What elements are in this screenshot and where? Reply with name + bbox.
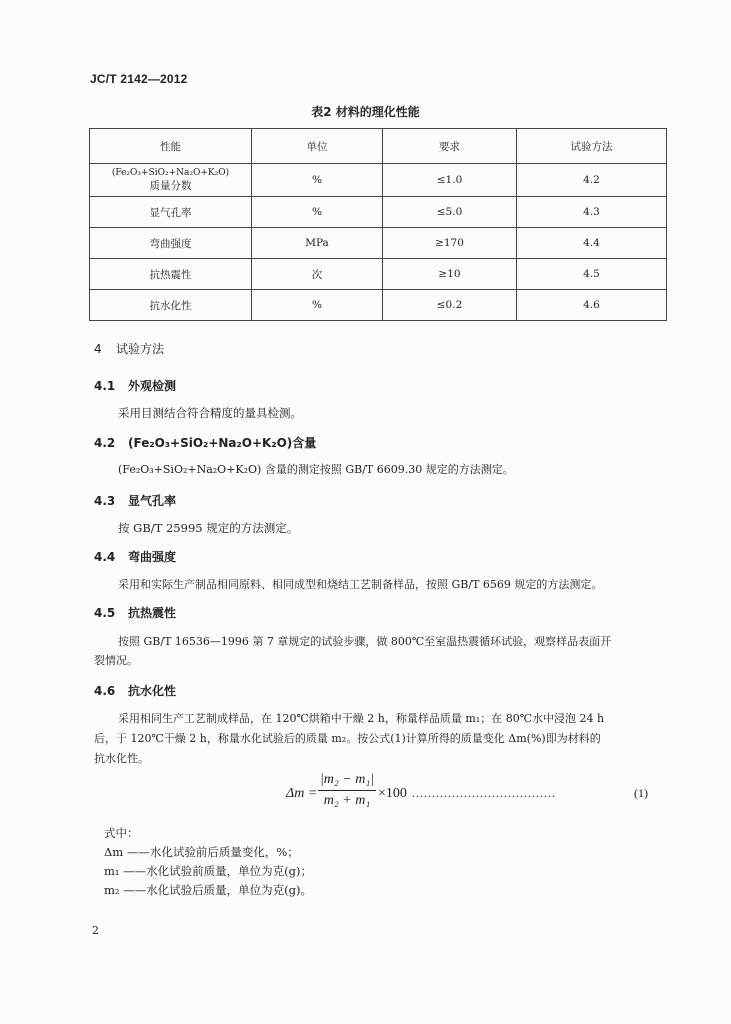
requirement-cell: ≤0.2: [383, 290, 517, 321]
requirement-cell: ≤1.0: [383, 164, 517, 197]
section-number: 4: [94, 342, 102, 356]
paragraph: 裂情况。: [94, 654, 138, 667]
section-title: 试验方法: [116, 342, 165, 356]
unit-cell: %: [252, 197, 383, 228]
method-cell: 4.2: [517, 164, 667, 197]
table-row: [90, 197, 667, 228]
unit-cell: 次: [252, 259, 383, 290]
subsection-heading: [94, 548, 176, 565]
formula-number: (1): [634, 786, 648, 800]
property-cell: 抗水化性: [90, 290, 252, 321]
property-cell: 弯曲强度: [90, 228, 252, 259]
subsection-heading: [94, 434, 316, 451]
subsection-heading: [94, 682, 176, 699]
subsection-heading: [94, 377, 176, 394]
formula-numerator: |m₂ − m₁|: [318, 772, 376, 791]
definition-item: m₁ ——水化试验前质量，单位为克(g)；: [104, 864, 313, 878]
paragraph: 采用和实际生产制品相同原料、相同成型和烧结工艺制备样品，按照 GB/T 6569 规定的方法测定。: [118, 578, 603, 591]
subsection-number: 4.5: [94, 606, 116, 620]
definition-item: Δm ——水化试验前后质量变化，%；: [104, 845, 299, 859]
formula-fraction: [318, 772, 376, 809]
subsection-title: 弯曲强度: [128, 550, 177, 564]
subsection-title: 抗热震性: [128, 606, 177, 620]
unit-cell: MPa: [252, 228, 383, 259]
property-label: 质量分数: [149, 180, 192, 192]
table-header-row: [90, 129, 667, 164]
formula-denominator: m₂ + m₁: [323, 793, 371, 808]
column-header: 单位: [252, 129, 383, 164]
subsection-number: 4.1: [94, 379, 116, 393]
method-cell: 4.4: [517, 228, 667, 259]
section-heading: [94, 340, 164, 357]
document-code: JC/T 2142—2012: [90, 72, 188, 86]
subsection-title: 显气孔率: [128, 494, 177, 508]
subsection-number: 4.6: [94, 684, 116, 698]
table-caption: 表2 材料的理化性能: [311, 105, 420, 119]
formula-leader-dots: ....................................: [412, 786, 556, 800]
requirement-cell: ≥10: [383, 259, 517, 290]
paragraph: 后，于 120℃干燥 2 h，称量水化试验后的质量 m₂。按公式(1)计算所得的质量变化 Δm(%)即为材料的: [94, 732, 601, 745]
paragraph: (Fe₂O₃+SiO₂+Na₂O+K₂O) 含量的测定按照 GB/T 6609.30 规定的方法测定。: [118, 463, 514, 476]
paragraph: 采用目测结合符合精度的量具检测。: [118, 406, 302, 420]
column-header: 性能: [90, 129, 252, 164]
property-formula: (Fe₂O₃+SiO₂+Na₂O+K₂O): [111, 168, 230, 178]
property-cell: 抗热震性: [90, 259, 252, 290]
unit-cell: %: [252, 164, 383, 197]
formula-multiplier: ×100: [378, 786, 407, 801]
definitions-intro: 式中：: [104, 826, 139, 840]
column-header: 要求: [383, 129, 517, 164]
subsection-number: 4.4: [94, 550, 116, 564]
column-header: 试验方法: [517, 129, 667, 164]
formula-1: [0, 772, 731, 820]
subsection-heading: [94, 604, 176, 621]
formula-lhs: Δm =: [286, 786, 318, 801]
table-row: [90, 259, 667, 290]
subsection-number: 4.3: [94, 494, 116, 508]
subsection-number: 4.2: [94, 436, 116, 450]
definition-item: m₂ ——水化试验后质量，单位为克(g)。: [104, 883, 313, 897]
properties-table: [89, 128, 667, 321]
method-cell: 4.5: [517, 259, 667, 290]
table-row: [90, 290, 667, 321]
unit-cell: %: [252, 290, 383, 321]
subsection-heading: [94, 492, 176, 509]
method-cell: 4.3: [517, 197, 667, 228]
property-cell: [90, 164, 252, 197]
property-cell: 显气孔率: [90, 197, 252, 228]
subsection-title: 外观检测: [128, 379, 177, 393]
table-row: [90, 228, 667, 259]
requirement-cell: ≤5.0: [383, 197, 517, 228]
paragraph: 采用相同生产工艺制成样品，在 120℃烘箱中干燥 2 h，称量样品质量 m₁；在 80℃水中浸泡 24 h: [118, 712, 605, 725]
requirement-cell: ≥170: [383, 228, 517, 259]
page-number: 2: [92, 924, 99, 937]
method-cell: 4.6: [517, 290, 667, 321]
table-row: [90, 164, 667, 197]
paragraph: 按照 GB/T 16536—1996 第 7 章规定的试验步骤，做 800℃至室温热震循环试验，观察样品表面开: [118, 635, 612, 648]
subsection-title: 抗水化性: [128, 684, 177, 698]
subsection-title: (Fe₂O₃+SiO₂+Na₂O+K₂O)含量: [128, 436, 317, 450]
paragraph: 抗水化性。: [94, 752, 149, 765]
paragraph: 按 GB/T 25995 规定的方法测定。: [118, 521, 299, 535]
